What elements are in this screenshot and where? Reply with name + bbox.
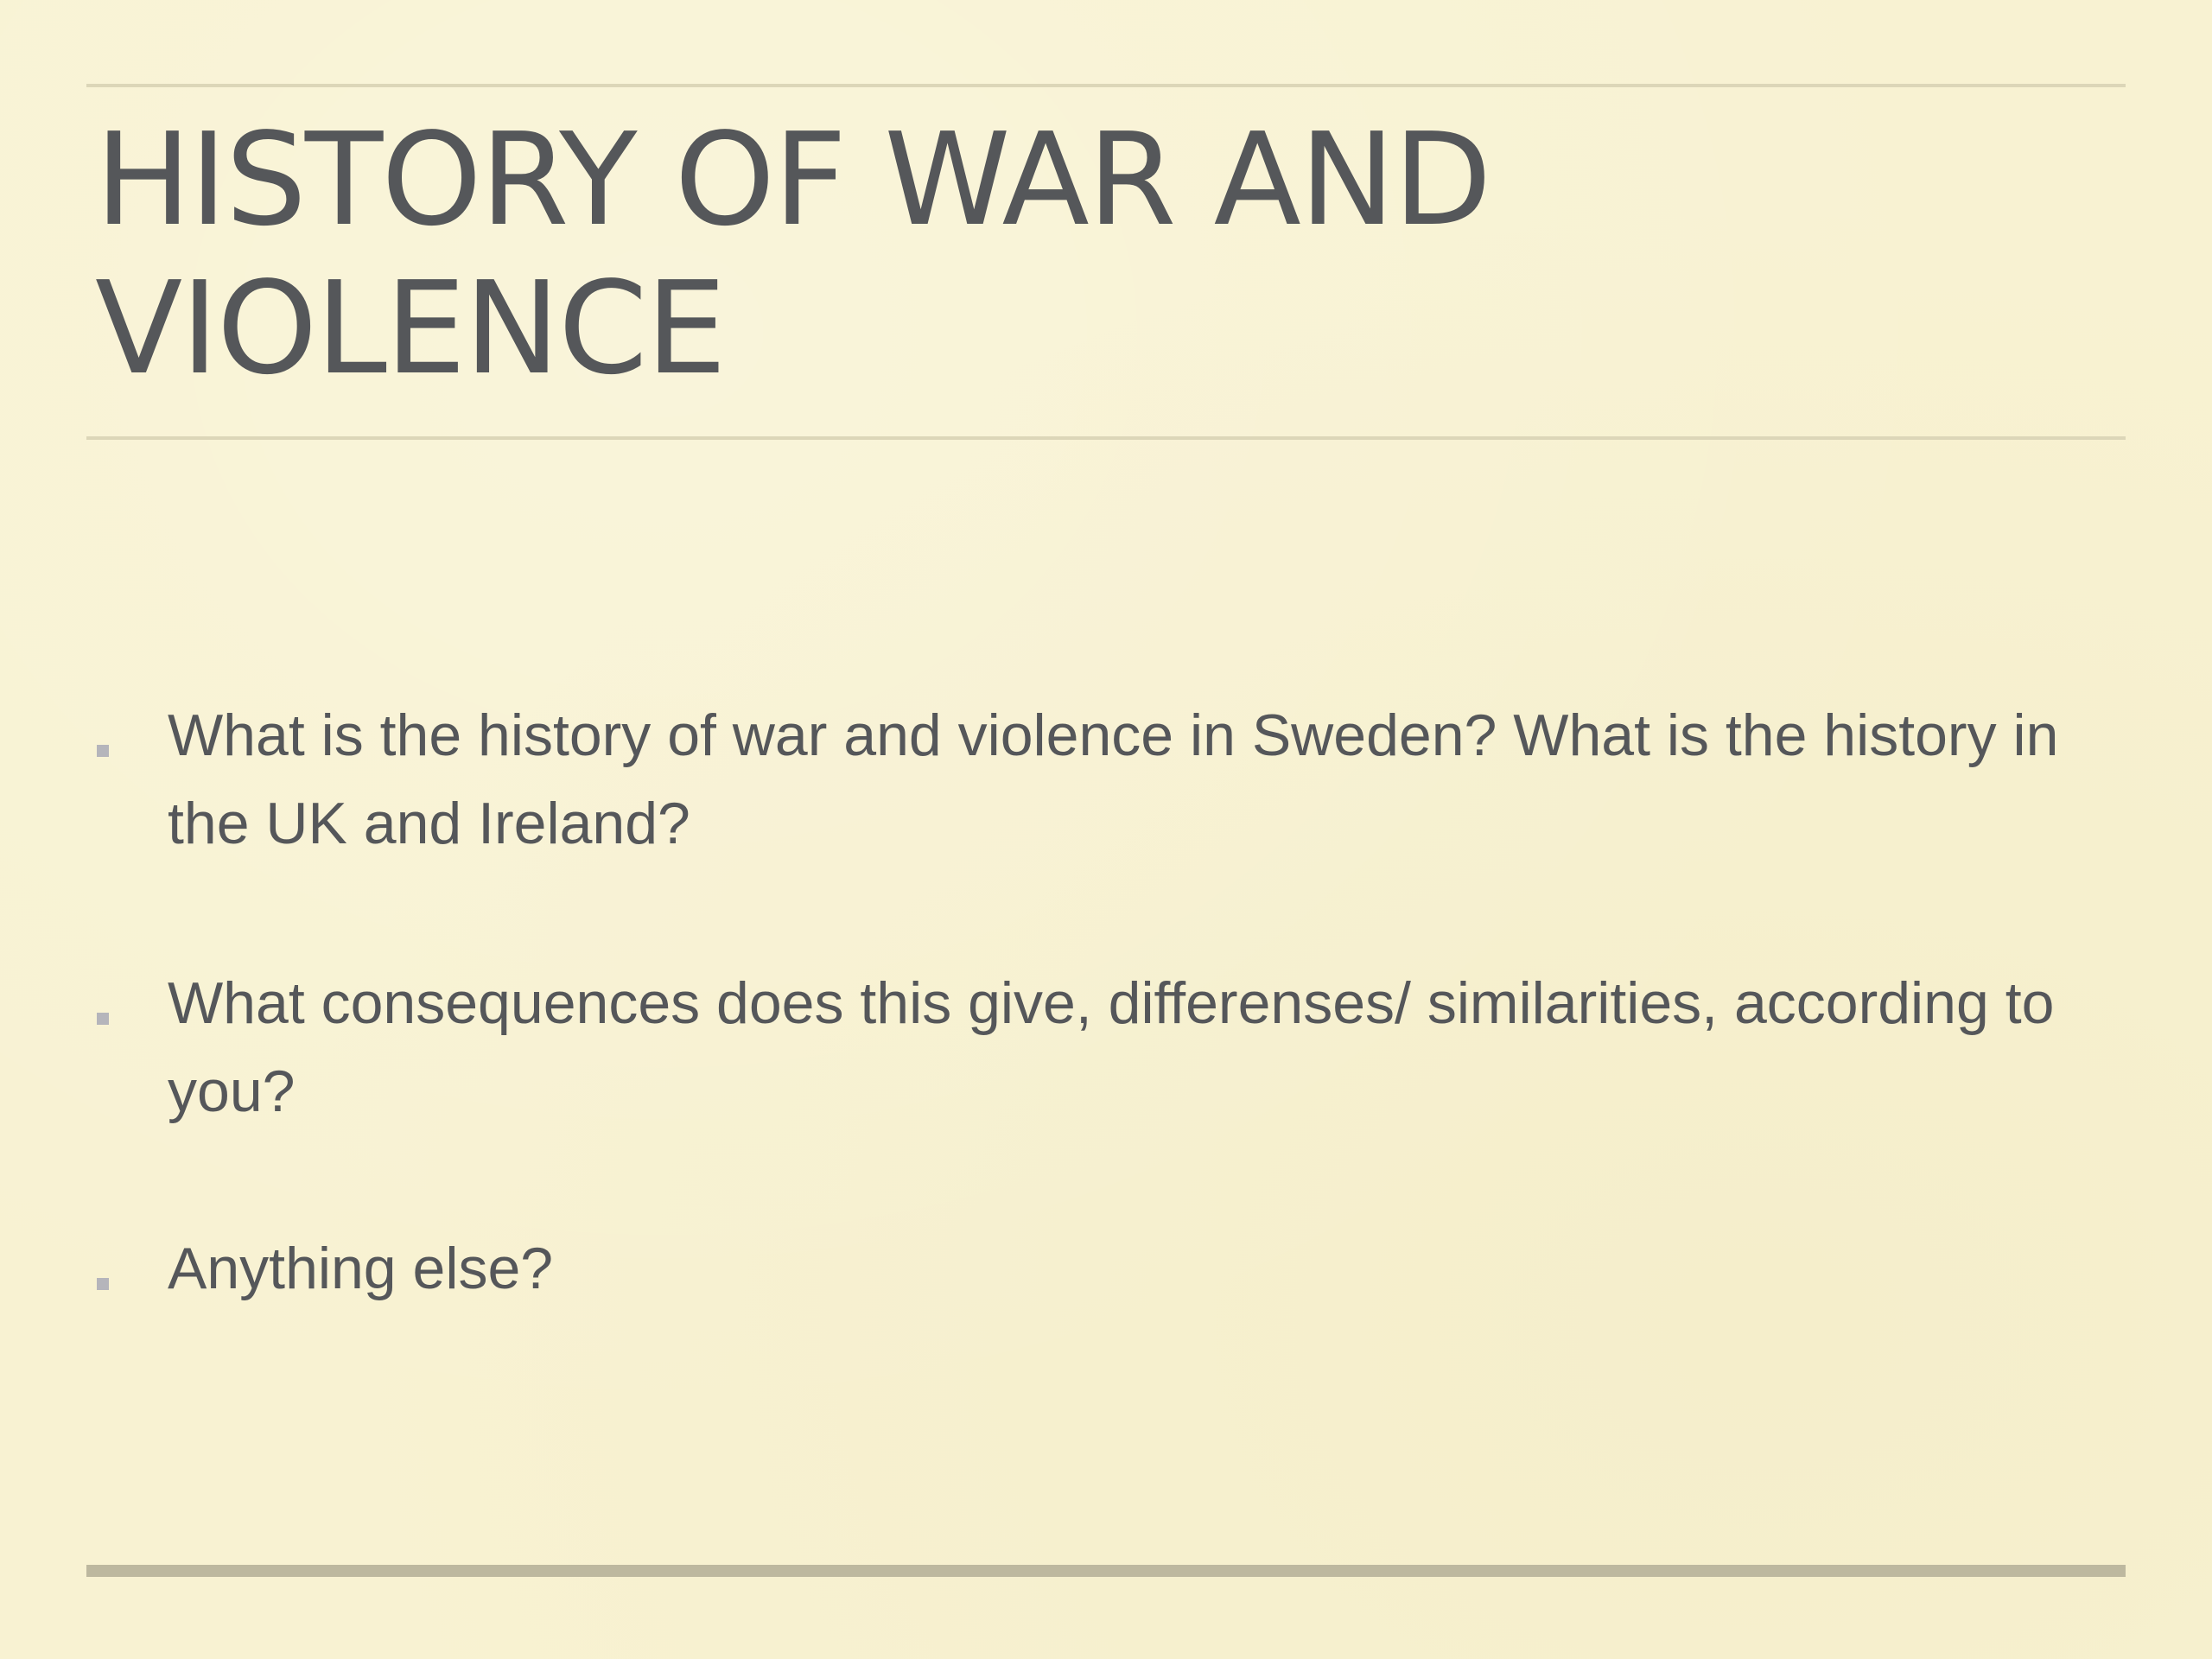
bullet-marker-icon xyxy=(97,1013,109,1025)
top-divider xyxy=(86,84,2126,87)
title-divider xyxy=(86,436,2126,440)
slide-title xyxy=(95,105,2082,403)
bullet-marker-icon xyxy=(97,745,109,757)
bullet-text: What is the history of war and violence in Sweden? What is the history in the UK and Ireland? xyxy=(168,702,2059,856)
bottom-divider xyxy=(86,1565,2126,1577)
bullet-text: What consequences does this give, differenses/ similarities, according to you? xyxy=(168,970,2055,1124)
slide-title-line-2: VIOLENCE xyxy=(95,254,725,403)
bullet-text: Anything else? xyxy=(168,1236,554,1301)
slide-title-line-1: HISTORY OF WAR AND xyxy=(95,105,1491,254)
bullet-marker-icon xyxy=(97,1278,109,1290)
